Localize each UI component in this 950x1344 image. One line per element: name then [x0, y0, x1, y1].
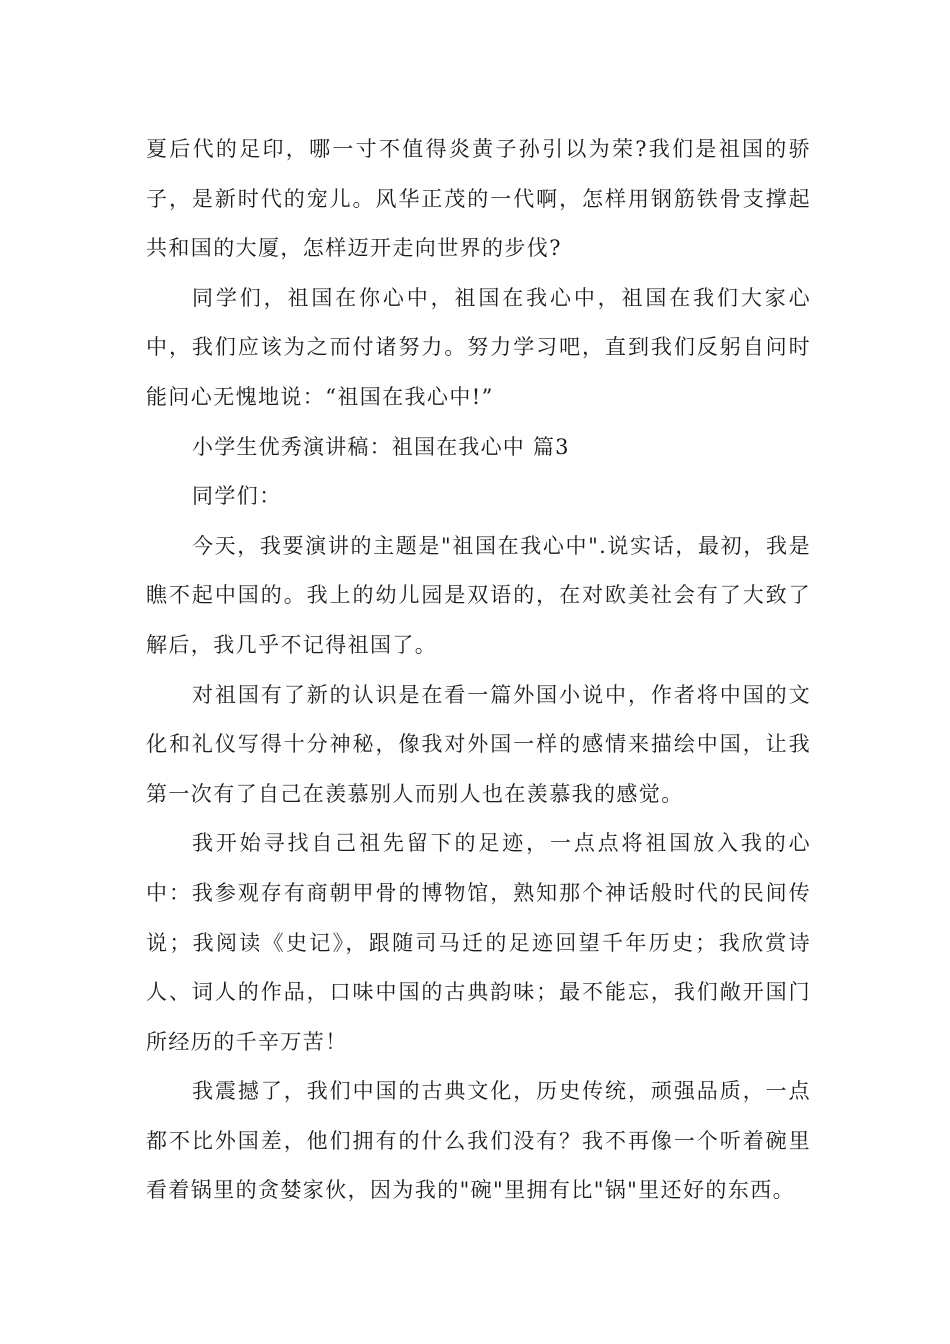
salutation: 同学们： [192, 484, 282, 509]
paragraph-5: 今天，我要演讲的主题是"祖国在我心中".说实话，最初，我是瞧不起中国的。我上的幼儿园是双语的，在对欧美社会有了大致了解后，我几乎不记得祖国了。 [146, 533, 811, 657]
paragraph-8: 我震撼了，我们中国的古典文化，历史传统，顽强品质，一点都不比外国差，他们拥有的什么我们没有？我不再像一个听着碗里看着锅里的贪婪家伙，因为我的"碗"里拥有比"锅"里还好的东西。 [146, 1079, 811, 1203]
document-body [146, 125, 811, 1216]
paragraph-1: 夏后代的足印，哪一寸不值得炎黄子孙引以为荣?我们是祖国的骄子，是新时代的宠儿。风华正茂的一代啊，怎样用钢筋铁骨支撑起共和国的大厦，怎样迈开走向世界的步伐? [146, 137, 811, 261]
section-heading: 小学生优秀演讲稿：祖国在我心中 篇3 [192, 434, 570, 459]
paragraph-6: 对祖国有了新的认识是在看一篇外国小说中，作者将中国的文化和礼仪写得十分神秘，像我对外国一样的感情来描绘中国，让我第一次有了自己在羡慕别人而别人也在羡慕我的感觉。 [146, 682, 811, 806]
paragraph-2: 同学们，祖国在你心中，祖国在我心中，祖国在我们大家心中，我们应该为之而付诸努力。努力学习吧，直到我们反躬自问时能问心无愧地说：“祖国在我心中!” [146, 285, 811, 409]
paragraph-7: 我开始寻找自己祖先留下的足迹，一点点将祖国放入我的心中：我参观存有商朝甲骨的博物馆，熟知那个神话般时代的民间传说；我阅读《史记》，跟随司马迁的足迹回望千年历史；我欣赏诗人、词人的作品，口味中国的古典韵味；最不能忘，我们敞开国门所经历的千辛万苦！ [146, 831, 811, 1054]
